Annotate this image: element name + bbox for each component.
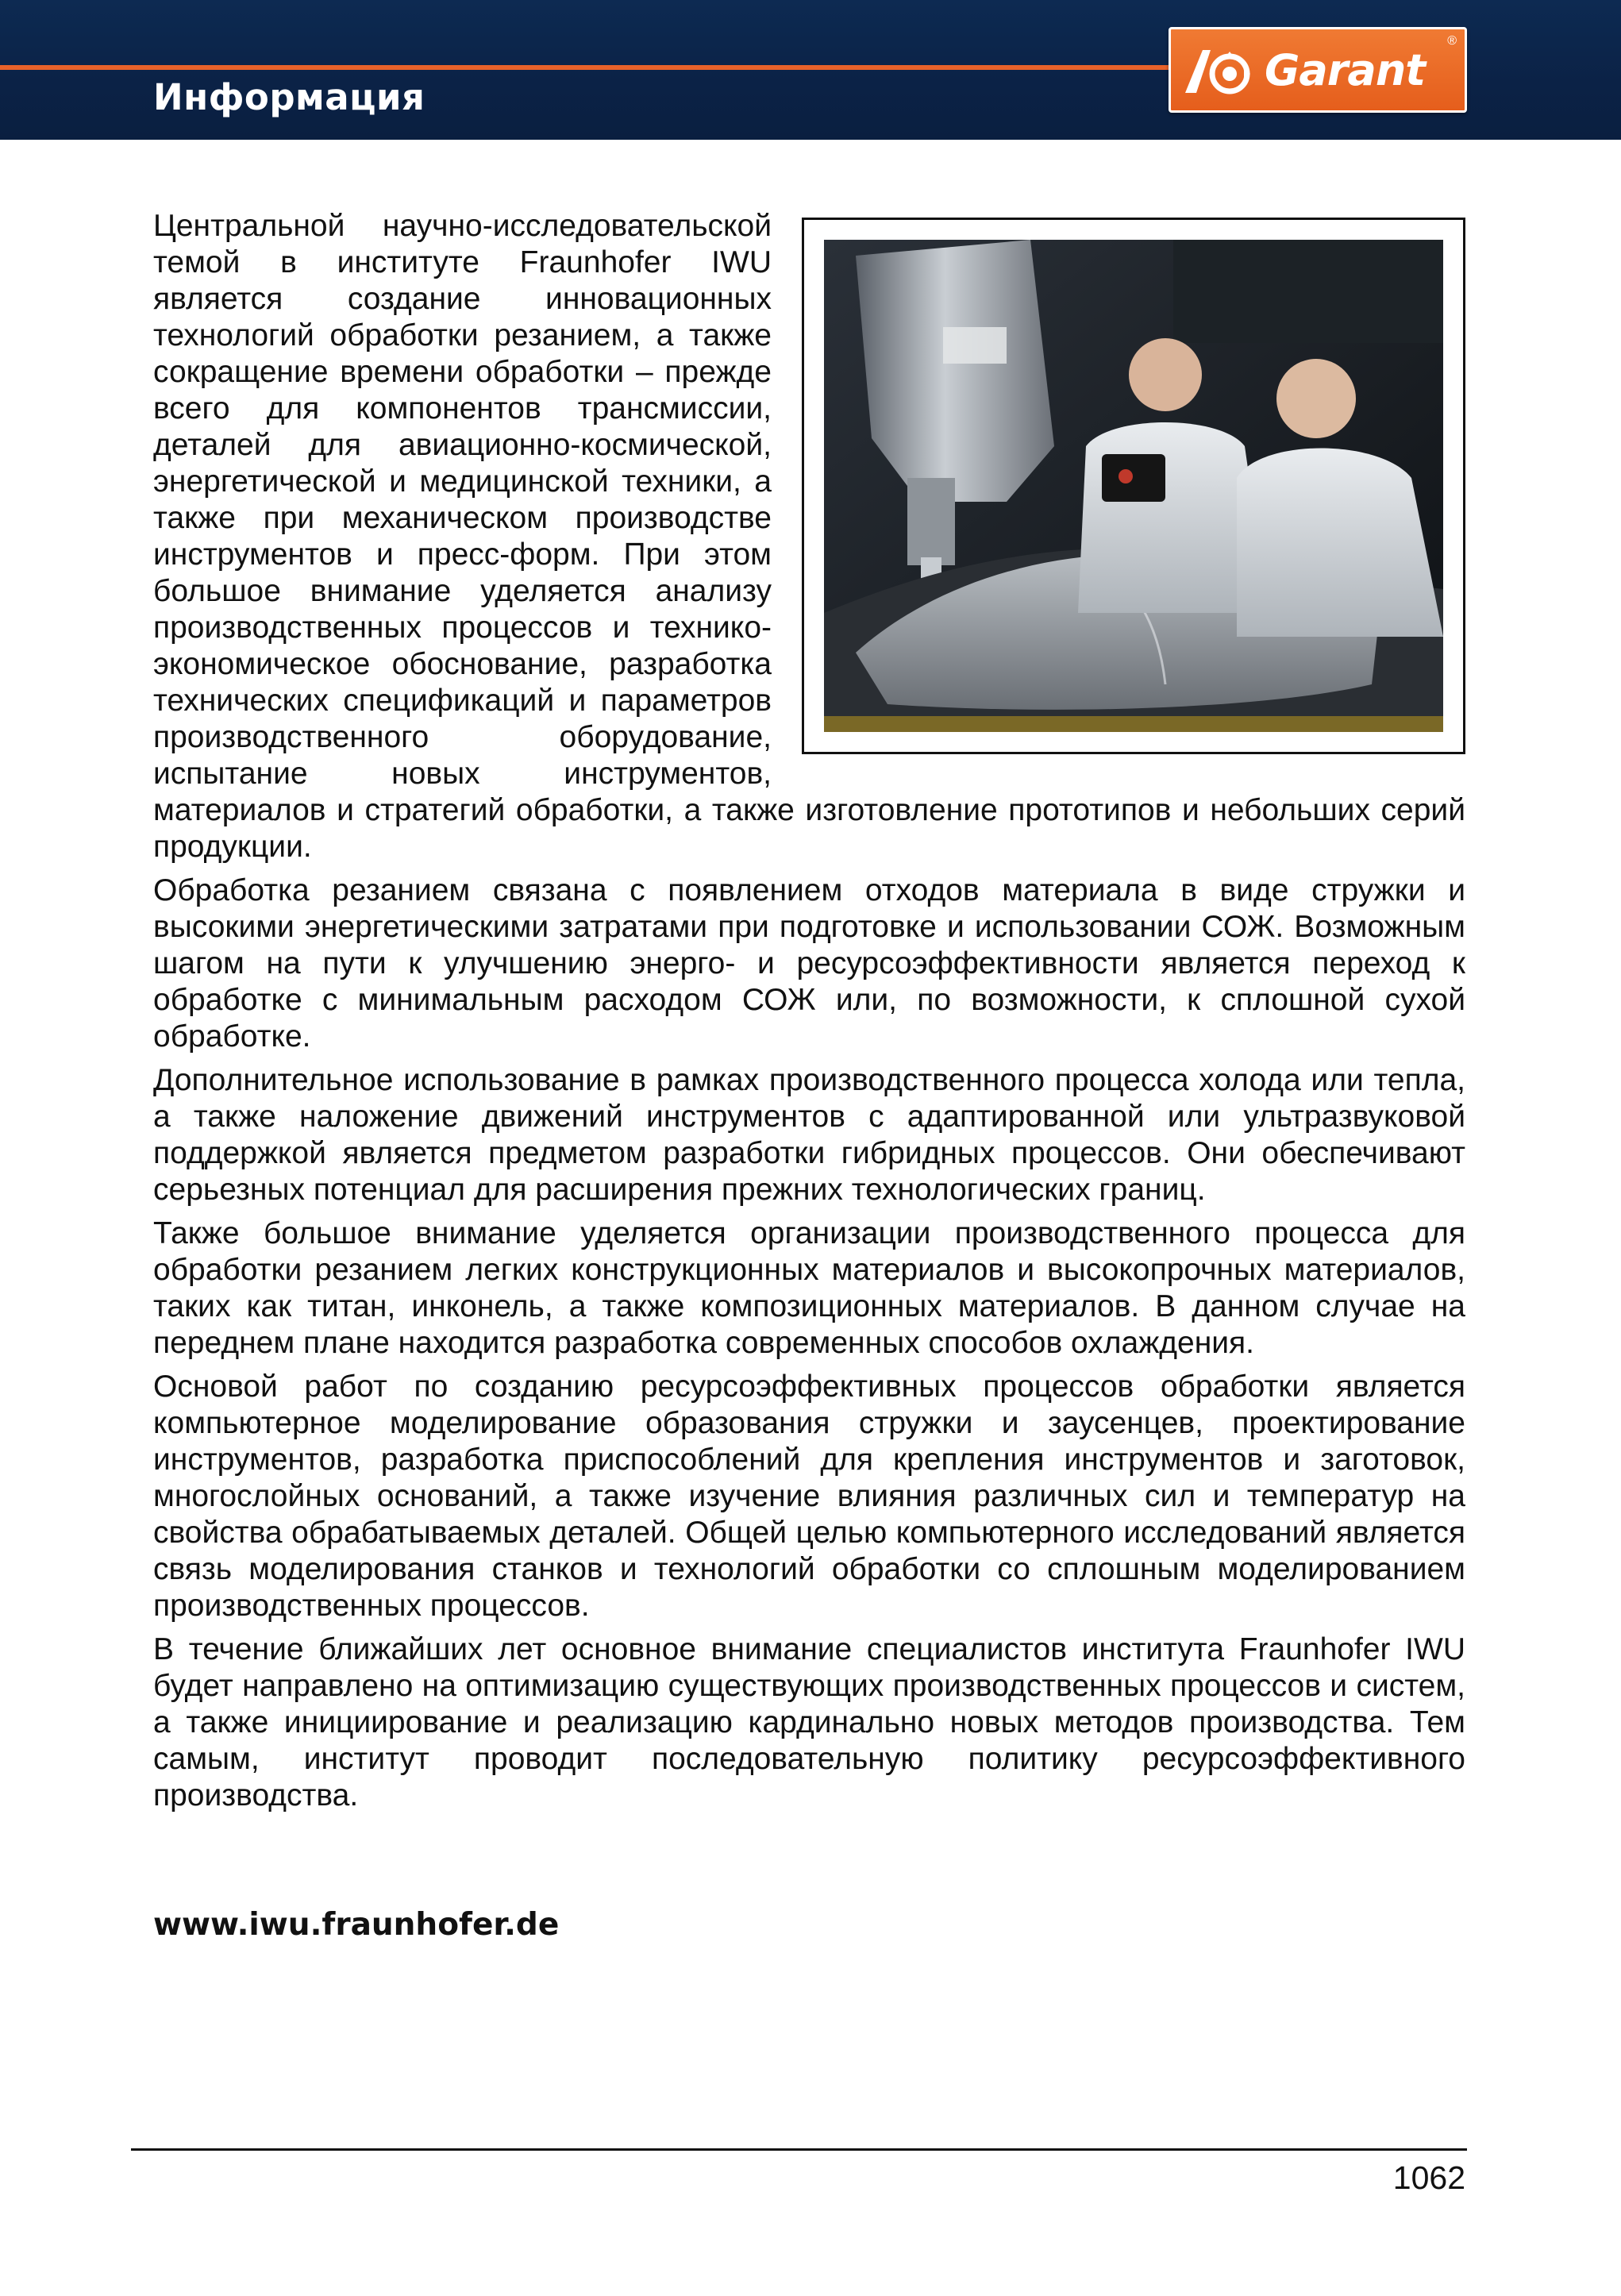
paragraph-6: В течение ближайших лет основное внимание специалистов института Fraunhofer IWU будет направлено на оптимизацию существующих производственных процессов и систем, а также инициирование и реализацию кардинально новых методов производства. Тем самым, институт проводит последовательную политику ресурсоэффективного производства. xyxy=(153,1632,1465,1813)
article-body xyxy=(153,208,1465,1821)
logo-text: Garant xyxy=(1265,45,1426,95)
website-link[interactable]: www.iwu.fraunhofer.de xyxy=(153,1907,560,1943)
paragraph-3: Дополнительное использование в рамках производственного процесса холода или тепла, а также наложение движений инструментов с адаптированной или ультразвуковой поддержкой является предметом разработки гибридных процессов. Они обеспечивают серьезных потенциал для расширения прежних технологических границ. xyxy=(153,1063,1465,1207)
header-accent-line xyxy=(0,65,1175,70)
photo-frame xyxy=(802,218,1465,754)
paragraph-2: Обработка резанием связана с появлением отходов материала в виде стружки и высокими энергетическими затратами при подготовке и использовании СОЖ. Возможным шагом на пути к улучшению энерго- и ресурсоэффективности является переход к обработке с минимальным расходом СОЖ или, по возможности, к сплошной сухой обработке. xyxy=(153,873,1465,1054)
garant-logo xyxy=(1169,27,1467,113)
page-number: 1062 xyxy=(1392,2159,1465,2196)
paragraph-5: Основой работ по созданию ресурсоэффективных процессов обработки является компьютерное моделирование образования стружки и заусенцев, проектирование инструментов, разработка приспособлений для крепления инструментов и заготовок, многослойных оснований, а также изучение влияния различных сил и температур на свойства обрабатываемых деталей. Общей целью компьютерного исследований является связь моделирования станков и технологий обработки со сплошным моделированием производственных процессов. xyxy=(153,1370,1465,1623)
registered-mark: ® xyxy=(1447,34,1457,48)
photo-icon xyxy=(824,240,1443,732)
garant-logo-icon xyxy=(1182,47,1261,96)
page-title: Информация xyxy=(153,76,425,118)
paragraph-4: Также большое внимание уделяется организации производственного процесса для обработки резанием легких конструкционных материалов и высокопрочных материалов, таких как титан, инконель, а также композиционных материалов. В данном случае на переднем плане находится разработка современных способов охлаждения. xyxy=(153,1216,1465,1360)
footer-divider xyxy=(131,2148,1467,2151)
page-header xyxy=(0,0,1621,140)
paragraph-1: Центральной научно-исследовательской темой в институте Fraunhofer IWU является создание инновационных технологий обработки резанием, а также сокращение времени обработки – прежде всего для компонентов трансмиссии, деталей для авиационно-космической, энергетической и медицинской техники, а также при механическом производстве инструментов и пресс-форм. При этом большое внимание уделяется анализу производственных процессов и технико-экономическое обоснование, разработка технических спецификаций и параметров производственного оборудование, испытание новых инструментов, материалов и стратегий обработки, а также изготовление прототипов и небольших серий продукции. xyxy=(153,209,1465,864)
